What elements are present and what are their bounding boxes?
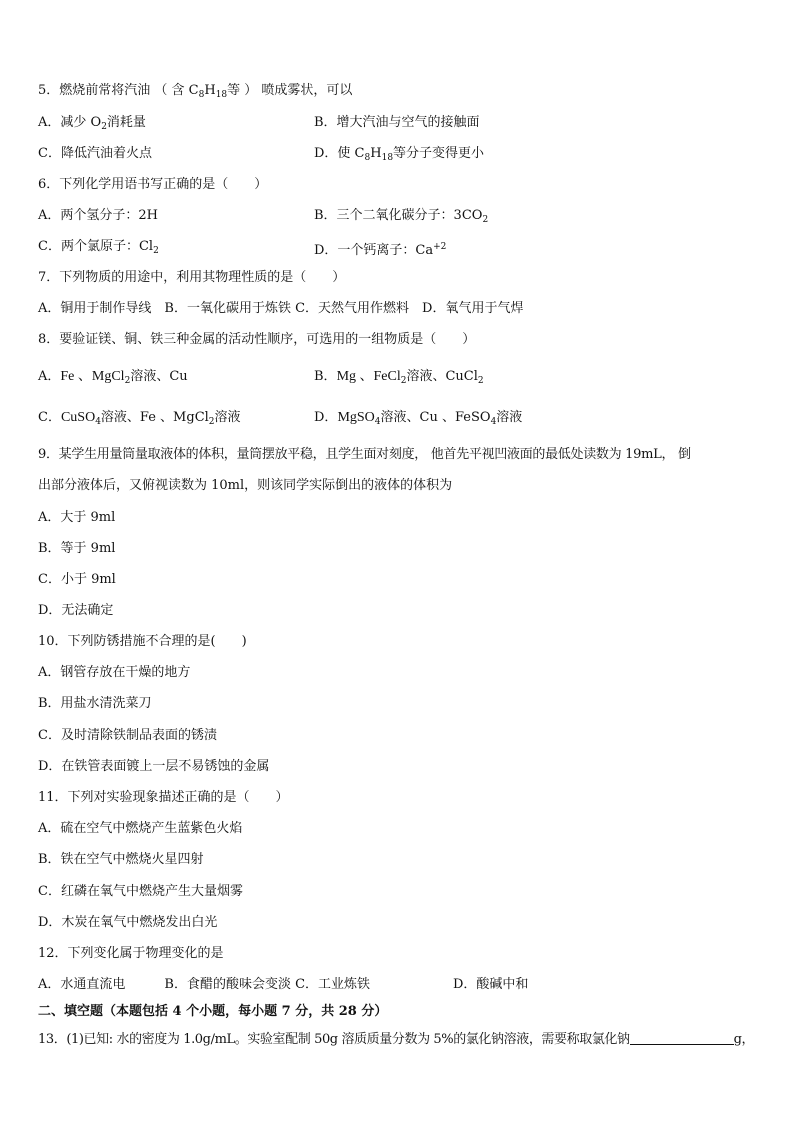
q13-text: 13．(1)已知: 水的密度为 1.0g/mL。实验室配制 50g 溶质质量分数为 5%的氯化钠溶液，需要称取氯化钠 g， — [38, 1032, 755, 1047]
q6-option-a: A．两个氢分子：2H — [38, 208, 158, 223]
q5-option-c: C．降低汽油着火点 — [38, 146, 152, 161]
q8-option-d: D．MgSO$_4$溶液、Cu 、FeSO$_4$溶液 — [314, 410, 523, 427]
q6-option-c: C．两个氯原子：$Cl_2$ — [38, 239, 159, 256]
q10-option-c: C．及时清除铁制品表面的锈渍 — [38, 728, 217, 743]
q12-stem: 12．下列变化属于物理变化的是 — [38, 946, 224, 961]
q11-option-c: C．红磷在氧气中燃烧产生大量烟雾 — [38, 884, 243, 899]
q10-option-d: D．在铁管表面镀上一层不易锈蚀的金属 — [38, 759, 270, 774]
q10-stem: 10．下列防锈措施不合理的是( ) — [38, 634, 247, 649]
q9-stem-line1: 9．某学生用量筒量取液体的体积，量筒摆放平稳，且学生面对刻度， 他首先平视凹液面的最低处读数为 19mL， 倒 — [38, 447, 691, 462]
q10-option-b: B．用盐水清洗菜刀 — [38, 696, 152, 711]
q9-option-b: B．等于 9ml — [38, 541, 116, 556]
q8-option-c: C．CuSO$_4$溶液、Fe 、MgCl$_2$溶液 — [38, 410, 241, 427]
q5-stem: 5．燃烧前常将汽油 （ 含 $C_8H_{18}$等 ） 喷成雾状，可以 — [38, 83, 353, 100]
q6-stem: 6．下列化学用语书写正确的是（ ） — [38, 177, 268, 192]
q8-option-a: A．Fe 、MgCl$_2$溶液、Cu — [38, 369, 188, 386]
q11-option-d: D．木炭在氧气中燃烧发出白光 — [38, 915, 218, 930]
q7-options: A．铜用于制作导线 B．一氧化碳用于炼铁 C．天然气用作燃料 D．氧气用于气焊 — [38, 301, 524, 316]
q12-option-d: D．酸碱中和 — [453, 977, 529, 992]
q12-options: A．水通直流电 B．食醋的酸味会变淡 C．工业炼铁 — [38, 977, 371, 992]
q8-stem: 8．要验证镁、铜、铁三种金属的活动性顺序，可选用的一组物质是（ ） — [38, 332, 476, 347]
q11-option-b: B．铁在空气中燃烧火星四射 — [38, 852, 204, 867]
q9-option-d: D．无法确定 — [38, 603, 114, 618]
q6-option-d: D．一个钙离子：$Ca^{+2}$ — [314, 242, 447, 258]
q8-option-b: B．Mg 、FeCl$_2$溶液、CuCl$_2$ — [314, 369, 484, 386]
q10-option-a: A．钢管存放在干燥的地方 — [38, 665, 191, 680]
q11-stem: 11．下列对实验现象描述正确的是（ ） — [38, 790, 289, 805]
answer-blank[interactable] — [630, 1032, 734, 1045]
section-heading-fill-in: 二、填空题（本题包括 4 个小题，每小题 7 分，共 28 分） — [38, 1004, 388, 1019]
q5-option-d: D．使 $C_8H_{18}$等分子变得更小 — [314, 146, 485, 163]
q11-option-a: A．硫在空气中燃烧产生蓝紫色火焰 — [38, 821, 243, 836]
q9-option-a: A．大于 9ml — [38, 510, 116, 525]
q5-option-b: B．增大汽油与空气的接触面 — [314, 115, 480, 130]
q7-stem: 7．下列物质的用途中，利用其物理性质的是（ ） — [38, 270, 346, 285]
q9-stem-line2: 出部分液体后，又俯视读数为 10ml，则该同学实际倒出的液体的体积为 — [38, 478, 453, 493]
q9-option-c: C．小于 9ml — [38, 572, 116, 587]
q5-option-a: A．减少 $O_2$消耗量 — [38, 115, 146, 132]
q6-option-b: B．三个二氧化碳分子：$3CO_2$ — [314, 208, 489, 225]
